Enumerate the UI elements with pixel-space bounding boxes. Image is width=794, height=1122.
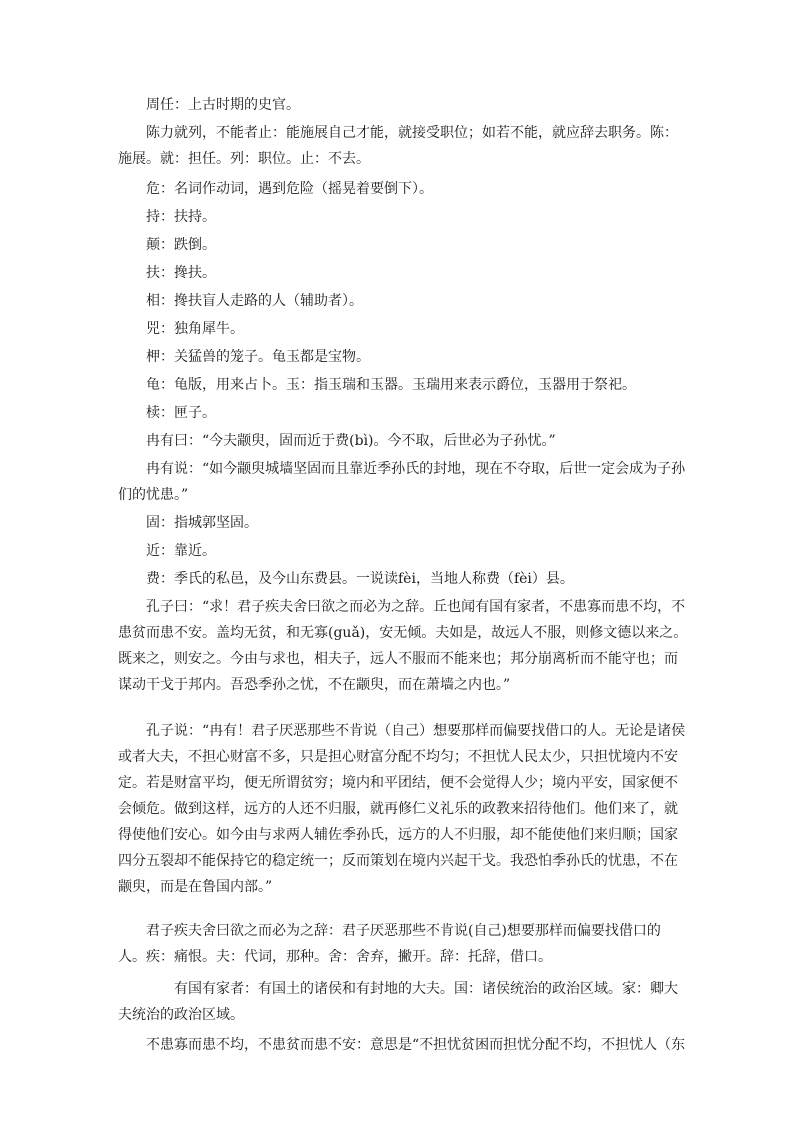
paragraph: 近：靠近。 [146,543,216,559]
paragraph: 持：扶持。 [146,209,216,225]
paragraph: 周任：上古时期的史官。 [146,97,300,113]
paragraph: 颠：跌倒。 [146,237,216,253]
paragraph: 有国有家者：有国土的诸侯和有封地的大夫。国：诸侯统治的政治区域。家：卿大夫统治的政治区域。 [118,981,678,1023]
paragraph: 扶：搀扶。 [146,265,216,281]
paragraph: 君子疾夫舍曰欲之而必为之辞：君子厌恶那些不肯说(自己)想要那样而偏要找借口的人。疾：痛恨。夫：代词，那种。舍：舍弃，撇开。辞：托辞，借口。 [118,923,661,965]
paragraph: 不患寡而患不均，不患贫而患不安：意思是“不担忧贫困而担忧分配不均，不担忧人（东 [146,1037,686,1053]
paragraph: 固：指城郭坚固。 [146,515,258,531]
paragraph: 费：季氏的私邑，及今山东费县。一说读fèi，当地人称费（fèi）县。 [146,571,574,587]
paragraph: 危：名词作动词，遇到危险（摇晃着要倒下）。 [146,181,433,197]
paragraph: 孔子曰：“求！君子疾夫舍曰欲之而必为之辞。丘也闻有国有家者，不患寡而患不均，不患贫而患不安。盖均无贫，和无寡(guǎ)，安无倾。夫如是，故远人不服，则修文德以来之。既来之，则安之。今由与求也，相夫子，远人不服而不能来也；邦分崩离析而不能守也；而谋动干戈于邦内。吾恐季孙之忧，不在颛臾，而在萧墙之内也。” [118,599,688,693]
paragraph: 孔子说：“冉有！君子厌恶那些不肯说（自己）想要那样而偏要找借口的人。无论是诸侯或者大夫，不担心财富不多，只是担心财富分配不均匀；不担忧人民太少，只担忧境内不安定。若是财富平均，便无所谓贫穷；境内和平团结，便不会觉得人少；境内平安，国家便不会倾危。做到这样，远方的人还不归服，就再修仁义礼乐的政教来招待他们。他们来了，就得使他们安心。如今由与求两人辅佐季孙氏，远方的人不归服，却不能使他们来归顺；国家四分五裂却不能保持它的稳定统一；反而策划在境内兴起干戈。我恐怕季孙氏的忧患，不在颛臾，而是在鲁国内部。” [118,723,686,895]
paragraph: 相：搀扶盲人走路的人（辅助者）。 [146,293,363,309]
paragraph: 兕：独角犀牛。 [146,321,244,337]
paragraph: 椟：匣子。 [146,405,216,421]
paragraph: 陈力就列，不能者止：能施展自己才能，就接受职位；如若不能，就应辞去职务。陈：施展。就：担任。列：职位。止：不去。 [118,125,678,167]
paragraph: 冉有曰：“今夫颛臾，固而近于费(bì)。今不取，后世必为子孙忧。” [146,433,556,449]
paragraph: 柙：关猛兽的笼子。龟玉都是宝物。 [146,349,370,365]
paragraph: 龟：龟版，用来占卜。玉：指玉瑞和玉器。玉瑞用来表示爵位，玉器用于祭祀。 [146,377,636,393]
paragraph: 冉有说：“如今颛臾城墙坚固而且靠近季孙氏的封地，现在不夺取，后世一定会成为子孙们的忧患。” [118,461,686,503]
